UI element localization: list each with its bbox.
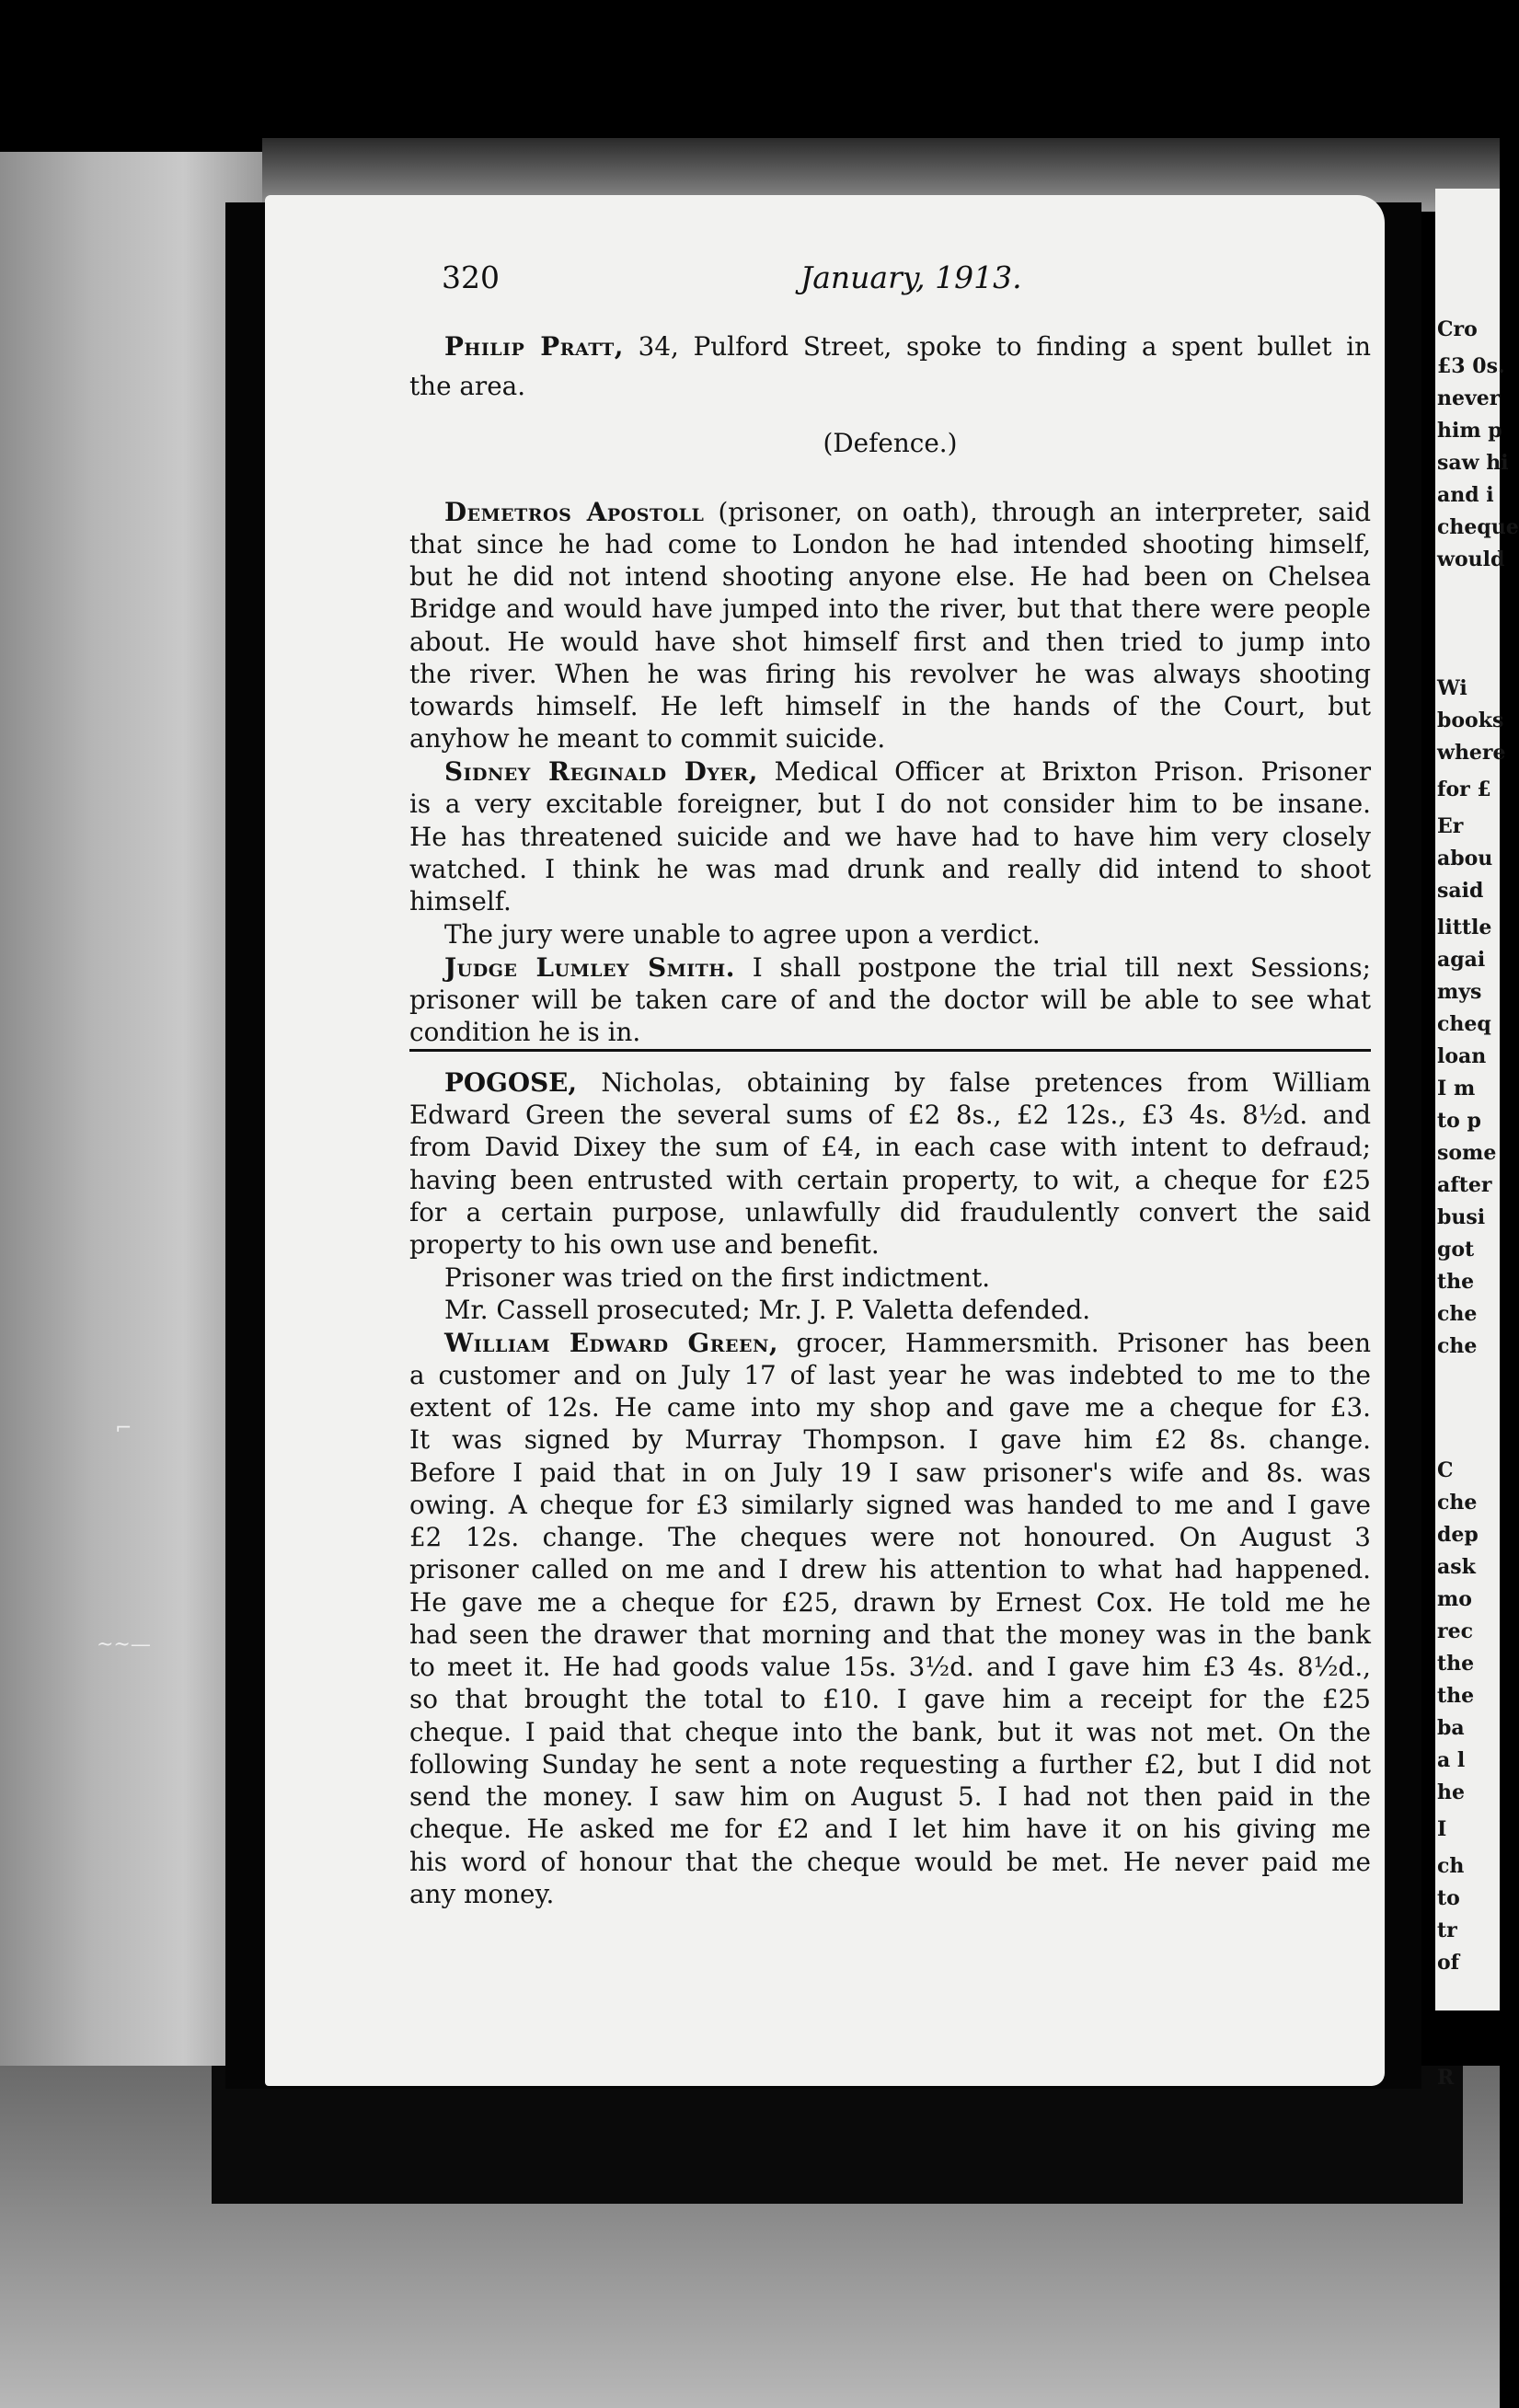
facing-page-fragment: saw hi xyxy=(1437,451,1509,475)
facing-page-fragment: to p xyxy=(1437,1109,1481,1133)
facing-page-fragment: Wi xyxy=(1437,676,1467,700)
facing-page-fragment: ask xyxy=(1437,1555,1476,1579)
text-line xyxy=(409,1100,1371,1131)
facing-page-fragment: got xyxy=(1437,1238,1475,1262)
text-line xyxy=(409,1017,1371,1048)
text-line xyxy=(409,1554,1371,1585)
line-text: himself. xyxy=(409,886,512,916)
text-line xyxy=(409,1424,1371,1456)
line-text: prisoner will be taken care of and the doctor will be able to see what xyxy=(409,985,1371,1015)
speaker-name: Philip Pratt, xyxy=(444,331,624,362)
line-text: towards himself. He left himself in the hands of the Court, but xyxy=(409,691,1371,721)
speaker-name: William Edward Green, xyxy=(444,1328,779,1358)
facing-page-fragment: and i xyxy=(1437,483,1494,507)
facing-page-fragment: a l xyxy=(1437,1748,1466,1772)
facing-page-fragment: him p xyxy=(1437,419,1502,443)
facing-page-fragment: cheque xyxy=(1437,515,1519,539)
line-text: 34, Pulford Street, spoke to finding a spent bullet in xyxy=(623,331,1371,362)
line-text: Before I paid that in on July 19 I saw prisoner's wife and 8s. was xyxy=(409,1457,1371,1488)
facing-page-fragment: some xyxy=(1437,1141,1497,1165)
text-line xyxy=(409,1847,1371,1878)
text-line xyxy=(409,1392,1371,1423)
text-line xyxy=(409,593,1371,625)
case-divider-rule xyxy=(409,1049,1371,1052)
text-line xyxy=(409,1360,1371,1391)
facing-page-fragment: abou xyxy=(1437,847,1493,870)
line-text: grocer, Hammersmith. Prisoner has been xyxy=(778,1328,1371,1358)
text-line xyxy=(409,1457,1371,1489)
text-line xyxy=(409,985,1371,1016)
text-line xyxy=(444,497,1371,528)
line-text: I shall postpone the trial till next Sessions; xyxy=(734,952,1372,983)
facing-page-fragment: the xyxy=(1437,1270,1475,1294)
line-text: Edward Green the several sums of £2 8s., £2 12s., £3 4s. 8½d. and xyxy=(409,1100,1371,1130)
line-text: for a certain purpose, unlawfully did fraudulently convert the said xyxy=(409,1197,1371,1227)
line-text: prisoner called on me and I drew his attention to what had happened. xyxy=(409,1554,1371,1584)
line-text: Mr. Cassell prosecuted; Mr. J. P. Valetta defended. xyxy=(444,1295,1091,1325)
facing-page-fragment: Cro xyxy=(1437,317,1478,341)
facing-page-fragment: I xyxy=(1437,1817,1447,1841)
facing-page-fragment: agai xyxy=(1437,948,1486,972)
line-text: watched. I think he was mad drunk and really did intend to shoot xyxy=(409,854,1371,884)
line-text: Medical Officer at Brixton Prison. Prisoner xyxy=(757,756,1371,787)
facing-page-fragment: the xyxy=(1437,1652,1475,1676)
line-text: following Sunday he sent a note requesting a further £2, but I did not xyxy=(409,1749,1371,1780)
text-line xyxy=(444,756,1371,788)
line-text: but he did not intend shooting anyone else. He had been on Chelsea xyxy=(409,561,1371,592)
page-number: 320 xyxy=(442,259,500,295)
line-text: cheque. He asked me for £2 and I let him have it on his giving me xyxy=(409,1814,1371,1844)
text-line xyxy=(409,529,1371,560)
running-title: January, 1913. xyxy=(800,259,1022,295)
facing-page-fragment: books xyxy=(1437,709,1504,732)
text-line xyxy=(444,952,1371,984)
text-line xyxy=(409,854,1371,885)
facing-page-fragment: tr xyxy=(1437,1918,1457,1942)
facing-page-fragment: for £ xyxy=(1437,778,1491,801)
case-name: POGOSE, xyxy=(444,1067,578,1098)
text-line xyxy=(444,331,1371,363)
line-text: the river. When he was firing his revolver he was always shooting xyxy=(409,659,1371,689)
text-line xyxy=(409,627,1371,658)
facing-page-fragment: rec xyxy=(1437,1619,1473,1643)
line-text: Bridge and would have jumped into the river, but that there were people xyxy=(409,593,1371,624)
facing-page-fragment: said xyxy=(1437,879,1484,903)
facing-page-fragment: after xyxy=(1437,1173,1492,1197)
text-line xyxy=(409,371,1371,402)
text-line xyxy=(409,1229,1371,1261)
facing-page-fragment: che xyxy=(1437,1491,1478,1515)
line-text: condition he is in. xyxy=(409,1017,641,1047)
facing-page-fragment: mo xyxy=(1437,1587,1472,1611)
facing-page-fragment: che xyxy=(1437,1302,1478,1326)
facing-page-fragment: he xyxy=(1437,1780,1465,1804)
line-text: It was signed by Murray Thompson. I gave him £2 8s. change. xyxy=(409,1424,1371,1455)
line-text: Prisoner was tried on the first indictment. xyxy=(444,1262,991,1293)
margin-mark: ~~— xyxy=(97,1633,151,1656)
text-line xyxy=(409,1749,1371,1780)
facing-page-fragment: I m xyxy=(1437,1077,1476,1100)
facing-page-fragment: of xyxy=(1437,1951,1460,1975)
line-text: The jury were unable to agree upon a verdict. xyxy=(444,919,1041,950)
line-text: property to his own use and benefit. xyxy=(409,1229,880,1260)
facing-page-fragment: dep xyxy=(1437,1523,1479,1547)
text-line xyxy=(409,1781,1371,1813)
facing-page-edge xyxy=(1435,189,1519,2090)
text-line xyxy=(409,1619,1371,1651)
line-text: about. He would have shot himself first and then tried to jump into xyxy=(409,627,1371,657)
text-line xyxy=(409,691,1371,722)
facing-page-fragment: ba xyxy=(1437,1716,1465,1740)
line-text: from David Dixey the sum of £4, in each case with intent to defraud; xyxy=(409,1132,1371,1162)
text-line xyxy=(444,1328,1371,1359)
text-line xyxy=(409,1717,1371,1748)
speaker-name: Sidney Reginald Dyer, xyxy=(444,756,758,787)
text-line xyxy=(409,789,1371,820)
line-text: He gave me a cheque for £25, drawn by Ernest Cox. He told me he xyxy=(409,1587,1371,1618)
margin-mark: ⌐ xyxy=(115,1417,132,1440)
facing-page-fragment: busi xyxy=(1437,1205,1486,1229)
text-line xyxy=(409,1132,1371,1163)
line-text: Nicholas, obtaining by false pretences from William xyxy=(577,1067,1371,1098)
scan-left-margin xyxy=(0,152,262,2066)
facing-page-fragment: C xyxy=(1437,1458,1454,1482)
facing-page-fragment: where xyxy=(1437,741,1506,765)
line-text: having been entrusted with certain property, to wit, a cheque for £25 xyxy=(409,1165,1371,1195)
line-text: to meet it. He had goods value 15s. 3½d. and I gave him £3 4s. 8½d., xyxy=(409,1652,1371,1682)
facing-page-fragment: £3 0s. xyxy=(1437,354,1505,378)
line-text: extent of 12s. He came into my shop and gave me a cheque for £3. xyxy=(409,1392,1371,1423)
section-heading: (Defence.) xyxy=(823,428,958,458)
facing-page-fragment: R xyxy=(1437,2066,1455,2090)
line-text: cheque. I paid that cheque into the bank, but it was not met. On the xyxy=(409,1717,1371,1747)
text-line xyxy=(409,1587,1371,1619)
text-line xyxy=(409,886,1371,917)
facing-page-fragment: che xyxy=(1437,1334,1478,1358)
text-line xyxy=(409,659,1371,690)
text-line xyxy=(409,1522,1371,1553)
line-text: £2 12s. change. The cheques were not honoured. On August 3 xyxy=(409,1522,1371,1552)
line-text: so that brought the total to £10. I gave him a receipt for the £25 xyxy=(409,1684,1371,1714)
text-line xyxy=(409,1652,1371,1683)
text-line xyxy=(409,561,1371,593)
line-text: owing. A cheque for £3 similarly signed was handed to me and I gave xyxy=(409,1490,1371,1520)
facing-page-fragment: would xyxy=(1437,547,1505,571)
facing-page-fragment: loan xyxy=(1437,1044,1487,1068)
text-line xyxy=(444,1262,1371,1294)
line-text: He has threatened suicide and we have had to have him very closely xyxy=(409,822,1371,852)
line-text: the area. xyxy=(409,371,526,401)
text-line xyxy=(409,1165,1371,1196)
line-text: his word of honour that the cheque would be met. He never paid me xyxy=(409,1847,1371,1877)
facing-page-fragment: mys xyxy=(1437,980,1482,1004)
facing-page-fragment: to xyxy=(1437,1886,1460,1910)
line-text: any money. xyxy=(409,1879,555,1909)
facing-page-fragment: ch xyxy=(1437,1854,1465,1878)
text-line xyxy=(409,822,1371,853)
facing-page-fragment: never xyxy=(1437,386,1501,410)
line-text: (prisoner, on oath), through an interpreter, said xyxy=(704,497,1371,527)
text-line xyxy=(409,723,1371,755)
facing-page-fragment: Er xyxy=(1437,814,1464,838)
text-line xyxy=(409,1879,1371,1910)
line-text: is a very excitable foreigner, but I do not consider him to be insane. xyxy=(409,789,1371,819)
line-text: send the money. I saw him on August 5. I had not then paid in the xyxy=(409,1781,1371,1812)
text-line xyxy=(444,1067,1371,1099)
line-text: that since he had come to London he had intended shooting himself, xyxy=(409,529,1371,559)
speaker-name: Judge Lumley Smith. xyxy=(444,952,735,983)
line-text: a customer and on July 17 of last year he was indebted to me to the xyxy=(409,1360,1371,1390)
facing-page-fragment: the xyxy=(1437,1684,1475,1708)
text-line xyxy=(444,1295,1371,1326)
line-text: anyhow he meant to commit suicide. xyxy=(409,723,886,754)
text-line xyxy=(409,1684,1371,1715)
text-line xyxy=(444,919,1371,951)
text-line xyxy=(409,1814,1371,1845)
text-line xyxy=(409,1490,1371,1521)
text-line xyxy=(409,1197,1371,1228)
facing-page-fragment: little xyxy=(1437,916,1492,939)
facing-page-fragment: cheq xyxy=(1437,1012,1491,1036)
speaker-name: Demetros Apostoll xyxy=(444,497,705,527)
line-text: had seen the drawer that morning and that the money was in the bank xyxy=(409,1619,1371,1650)
